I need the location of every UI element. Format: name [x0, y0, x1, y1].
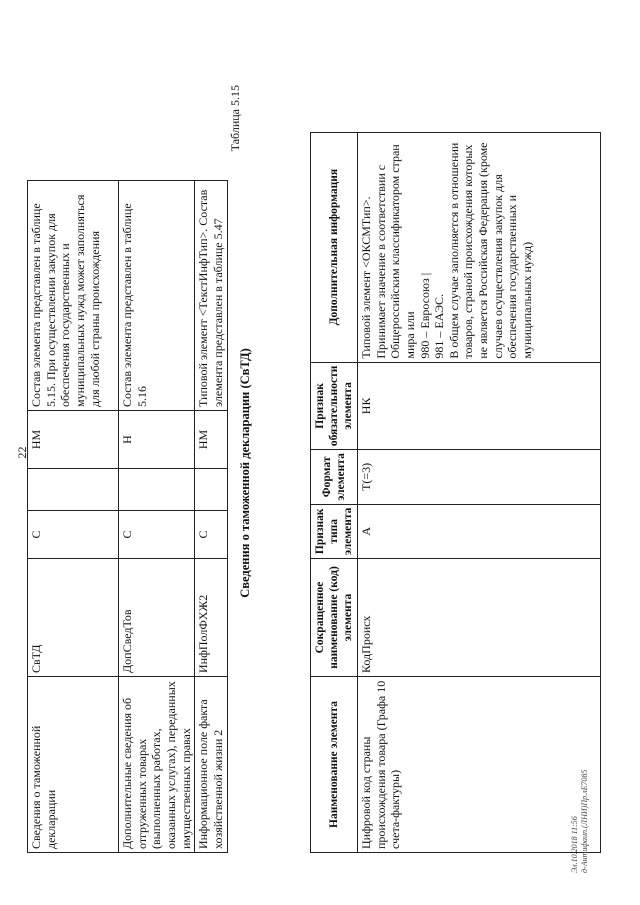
cell-req: НМ	[28, 411, 119, 469]
info-line: Принимает значение в соответствии с Общероссийским классификатором стран мира или	[373, 144, 417, 359]
cell-req: НМ	[195, 411, 228, 469]
cell-code: ИнфПолФХЖ2	[195, 559, 228, 677]
cell-name: Дополнительные сведения об отгруженных товарах (выполненных работах, оказанных услугах), переданных имущественных правах	[119, 677, 195, 853]
table-title: Сведения о таможенной декларации (СвТД)	[238, 348, 252, 598]
cell-type: С	[119, 511, 195, 559]
header-format: Формат элемента	[311, 450, 358, 504]
cell-req: Н	[119, 411, 195, 469]
cell-info: Типовой элемент <ТекстИнфТип>. Состав элемента представлен в таблице 5.47	[195, 181, 228, 411]
cell-name: Сведения о таможенной декларации	[28, 677, 119, 853]
cell-format	[195, 469, 228, 511]
page-number: 22	[15, 446, 29, 459]
cell-name: Цифровой код страны происхождения товара (Графа 10 счета-фактуры)	[358, 677, 601, 853]
table-row	[119, 181, 195, 853]
cell-type: С	[28, 511, 119, 559]
cell-code: СвТД	[28, 559, 119, 677]
table-row	[358, 132, 601, 852]
cell-info	[358, 132, 601, 362]
table-row	[28, 181, 119, 853]
continuation-table	[27, 180, 228, 853]
cell-format	[119, 469, 195, 511]
cell-format: T(=3)	[358, 450, 601, 504]
registration-stamp	[570, 770, 591, 873]
cell-format	[28, 469, 119, 511]
cell-type: С	[195, 511, 228, 559]
stamp-line: д-Антифаип.(ЛНИ)Пр.лЕ7085	[580, 769, 590, 873]
cell-info: Состав элемента представлен в таблице 5.16	[119, 181, 195, 411]
info-line: 981 – ЕАЭС.	[432, 293, 447, 359]
table-header-row	[311, 132, 358, 852]
table-row	[195, 181, 228, 853]
header-code: Сокращенное наименование (код) элемента	[311, 559, 358, 677]
header-info: Дополнительная информация	[311, 132, 358, 362]
cell-info: Состав элемента представлен в таблице 5.15. При осуществлении закупок для обеспечения государственных и муниципальных нужд может заполняться для любой страны происхождения	[28, 181, 119, 411]
cell-name: Информационное поле факта хозяйственной жизни 2	[195, 677, 228, 853]
customs-declaration-table	[310, 132, 601, 853]
stamp-line: Эл.10.2018 11:56	[570, 816, 579, 873]
cell-req: НК	[358, 362, 601, 450]
cell-code: ДопСведТов	[119, 559, 195, 677]
header-name: Наименование элемента	[311, 677, 358, 853]
table-number: Таблица 5.15	[228, 85, 242, 152]
info-line: 980 – Евросоюз |	[417, 272, 432, 359]
header-type: Признак типа элемента	[311, 504, 358, 558]
info-line: В общем случае заполняется в отношении товаров, страной происхождения которых не является Российская Федерация (кроме случаев осуществления закупок для обеспечения государственных и муниципальных нужд)	[446, 142, 534, 359]
cell-type: А	[358, 504, 601, 558]
header-req: Признак обязательности элемента	[311, 362, 358, 450]
cell-code: КодПроисх	[358, 559, 601, 677]
info-line: Типовой элемент <ОКСМТип>.	[359, 196, 373, 359]
